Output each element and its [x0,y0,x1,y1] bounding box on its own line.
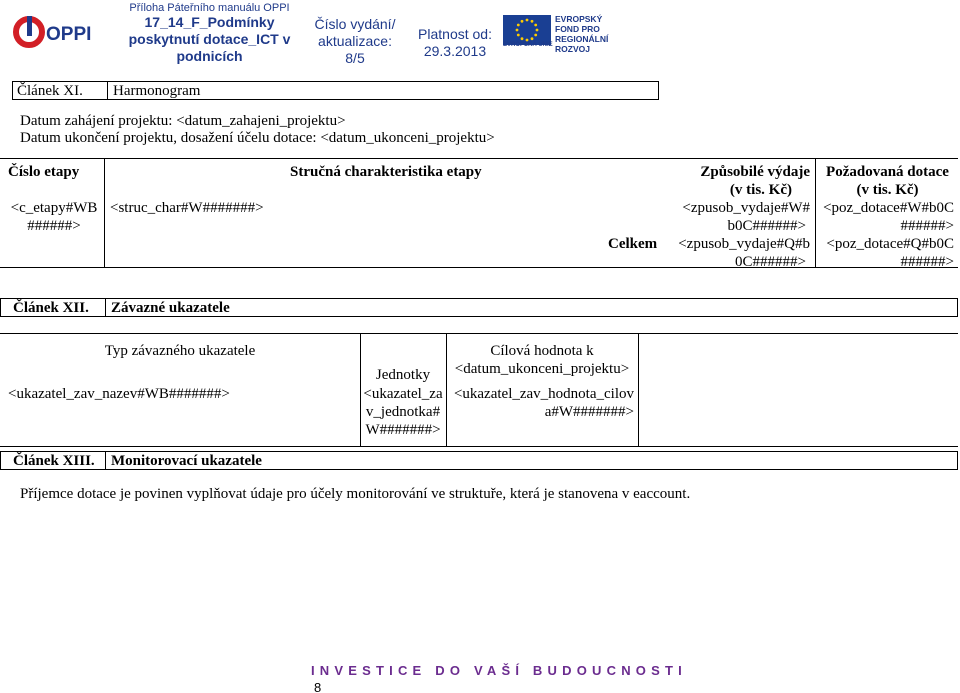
article-13-title: Monitorovací ukazatele [111,453,262,469]
indicator-target-value: <ukazatel_zav_hodnota_cilov a#W#######> [453,386,634,420]
document-header [0,0,960,70]
header-indicator-target: Cílová hodnota k <datum_ukonceni_projektu> [454,343,630,377]
eu-label: EVROPSKÁ UNIE [503,42,553,48]
doc-title-block [112,2,307,65]
indicator-table [0,333,958,447]
article-12-title: Závazné ukazatele [111,300,230,316]
stage-eligible-value: <zpusob_vydaje#W# b0C######> [682,200,810,234]
total-requested-value: <poz_dotace#Q#b0C ######> [826,236,954,270]
header-stage-description: Stručná charakteristika etapy [290,164,482,180]
issue-value: 8/5 [345,50,365,66]
article-13-heading [0,451,958,470]
header-eligible-expenses: Způsobilé výdaje (v tis. Kč) [700,164,810,198]
article-11-number: Článek XI. [17,83,83,99]
stage-number-value: <c_etapy#WB ######> [10,200,98,234]
valid-value: 29.3.2013 [423,43,487,59]
header-indicator-type: Typ závazného ukazatele [104,343,256,359]
project-start-line: Datum zahájení projektu: <datum_zahajeni_projektu> [20,113,346,129]
stage-table [0,158,958,268]
valid-label: Platnost od: [418,26,492,42]
page-number: 8 [314,680,322,693]
issue-block [300,16,410,67]
article-13-number: Článek XIII. [13,453,95,469]
indicator-type-value: <ukazatel_zav_nazev#WB#######> [8,386,230,402]
header-stage-number: Číslo etapy [8,164,80,180]
header-indicator-units: Jednotky [375,367,431,383]
header-requested-grant: Požadovaná dotace (v tis. Kč) [826,164,949,198]
total-eligible-value: <zpusob_vydaje#Q#b 0C######> [678,236,810,270]
issue-label: Číslo vydání/ aktualizace: [314,16,396,49]
article-11-title: Harmonogram [113,83,201,99]
article-12-heading [0,298,958,317]
oppi-logo-text: OPPI [46,24,92,45]
indicator-units-value: <ukazatel_za v_jednotka# W#######> [363,386,443,438]
project-end-line: Datum ukončení projektu, dosažení účelu dotace: <datum_ukonceni_projektu> [20,130,495,146]
validity-block [410,26,500,60]
eu-fund-label: EVROPSKÝ FOND PRO REGIONÁLNÍ ROZVOJ [555,14,609,54]
annex-label: Příloha Páteřního manuálu OPPI [129,2,290,14]
article-11-heading [12,81,659,100]
footer-slogan: INVESTICE DO VAŠÍ BUDOUCNOSTI [311,663,687,678]
oppi-logo-icon [10,10,110,60]
stage-description-value: <struc_char#W#######> [110,200,264,216]
total-label: Celkem [608,236,658,252]
monitoring-body-text: Příjemce dotace je povinen vyplňovat údaje pro účely monitorování ve struktuře, která je stanovena v eaccount. [20,486,691,502]
stage-requested-value: <poz_dotace#W#b0C ######> [823,200,954,234]
doc-title: 17_14_F_Podmínky poskytnutí dotace_ICT v podnicích [128,14,291,64]
article-12-number: Článek XII. [13,300,89,316]
